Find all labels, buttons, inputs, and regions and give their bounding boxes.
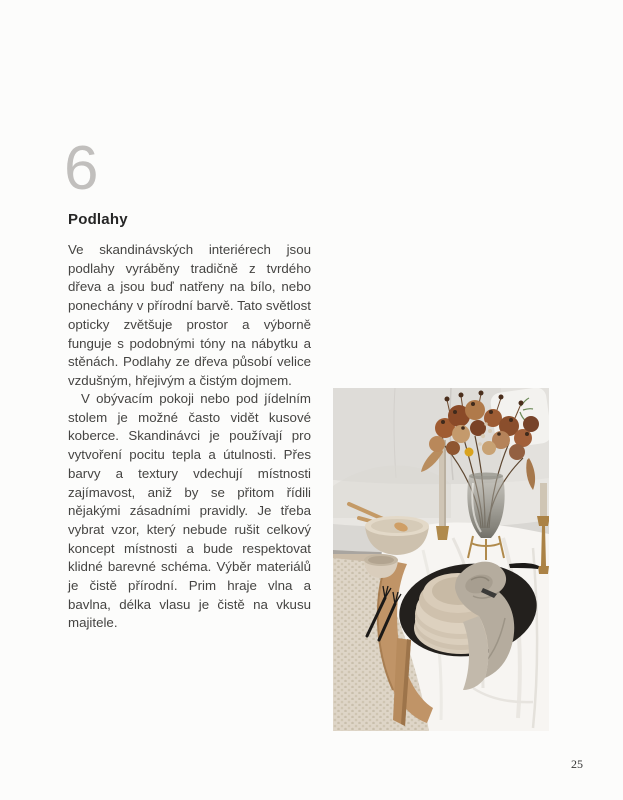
section-heading: Podlahy [68,211,128,228]
body-paragraph-2: V obývacím pokoji nebo pod jídelním stolem je možné často vidět kusové koberce. Skandinávci je používají pro vytvoření pocitu tepla a útulnosti. Přes barvy a textury vdechují místnosti zajímavost, aniž by se přitom řídili nějakými zásadními pravidly. Je třeba vybrat vzor, který nebude rušit celkový koncept místnosti a bude respektovat klidné barevné schéma. Výběr materiálů je čistě přírodní. Prim hraje vlna a bavlna, délka vlasu je čistě na vkusu majitele. [68,391,311,631]
craspedia-flower [465,448,474,457]
body-paragraph-1: Ve skandinávských interiérech jsou podlahy vyráběny tradičně z tvrdého dřeva a jsou buď natřeny na bílo, nebo ponechány v přírodní barvě. Tato světlost opticky zvětšuje prostor a výborně funguje s podobnými tóny na nábytku a stěnách. Podlahy ze dřeva působí velice vzdušným, hřejivým a čistým dojmem. [68,242,311,388]
interior-photo-illustration [333,388,549,731]
interior-photo [333,388,549,731]
chapter-number: 6 [64,134,99,203]
page-number: 25 [571,757,583,771]
